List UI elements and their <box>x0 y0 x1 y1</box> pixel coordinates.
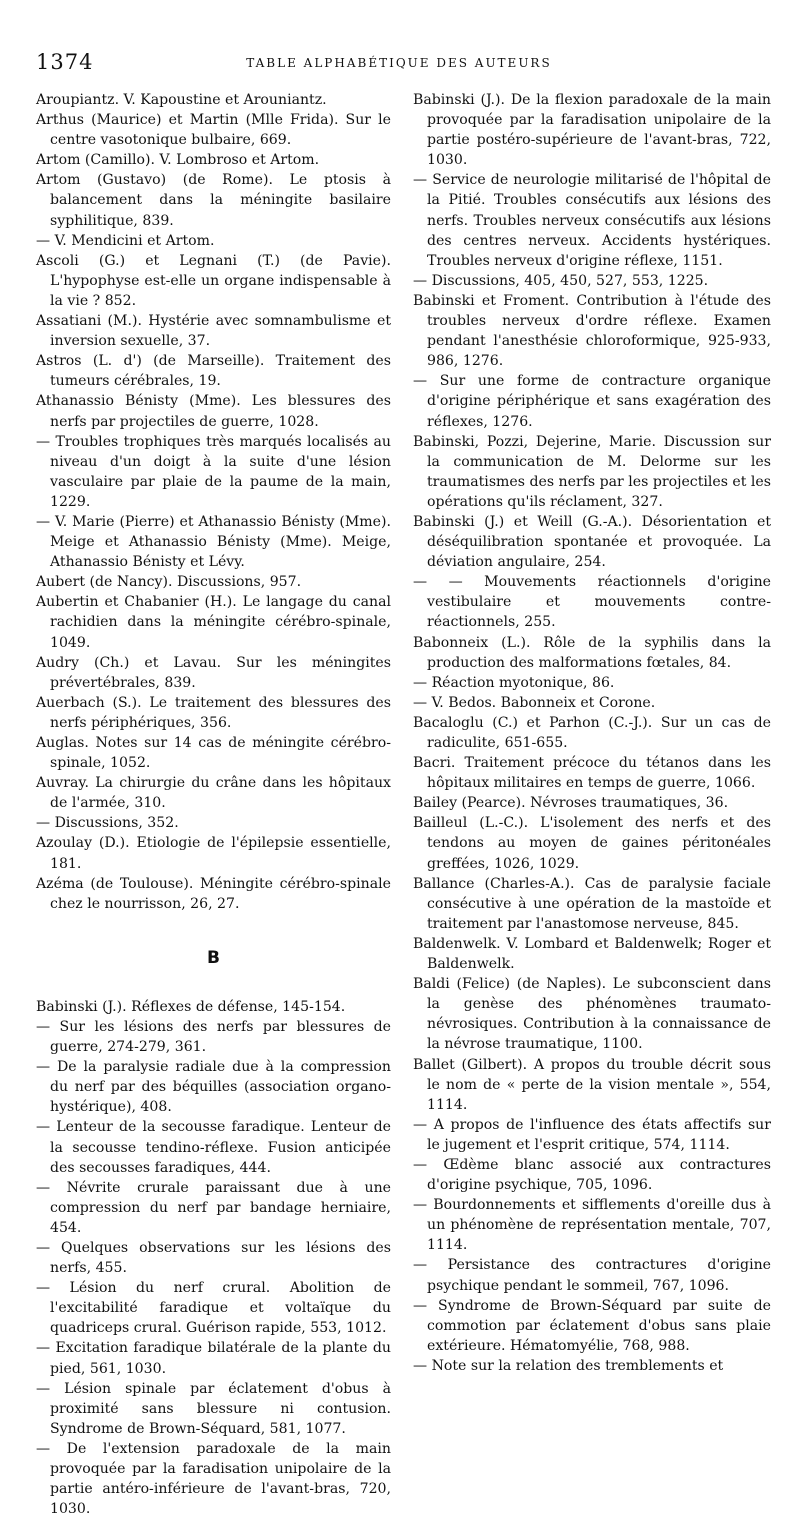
index-entry: — Service de neurologie militarisé de l'hôpital de la Pitié. Troubles consécutifs aux lésions des nerfs. Troubles nerveux consécutifs aux lésions des centres nerveux. Accidents hystériques. Troubles nerveux d'origine réflexe, 1151. <box>413 172 771 269</box>
running-title: TABLE ALPHABÉTIQUE DES AUTEURS <box>246 56 552 70</box>
index-entry: Bailey (Pearce). Névroses traumatiques, 36. <box>413 795 729 812</box>
index-entry: Artom (Gustavo) (de Rome). Le ptosis à balancement dans la méningite basilaire syphilitique, 839. <box>36 172 391 229</box>
index-entry: — V. Marie (Pierre) et Athanassio Bénisty (Mme). Meige et Athanassio Bénisty (Mme). Meige, Athanassio Bénisty et Lévy. <box>36 513 391 571</box>
index-entry: — Troubles trophiques très marqués localisés au niveau d'un doigt à la suite d'une lésion vasculaire par plaie de la paume de la main, 1229. <box>36 433 391 510</box>
index-entry: — Sur les lésions des nerfs par blessures de guerre, 274-279, 361. <box>36 1018 391 1056</box>
index-entry: — De l'extension paradoxale de la main provoquée par la faradisation unipolaire de la partie antéro-inférieure de l'avant-bras, 720, 1030. <box>36 1440 391 1518</box>
index-entry: Auerbach (S.). Le traitement des blessures des nerfs périphériques, 356. <box>36 694 391 731</box>
index-entry: — Persistance des contractures d'origine psychique pendant le sommeil, 767, 1096. <box>413 1257 771 1294</box>
right-column <box>413 90 771 1376</box>
index-entry: — A propos de l'influence des états affectifs sur le jugement et l'esprit critique, 574, 1114. <box>413 1116 771 1153</box>
index-entry: — — Mouvements réactionnels d'origine vestibulaire et mouvements contre-réactionnels, 255. <box>413 574 771 631</box>
index-entry: Ascoli (G.) et Legnani (T.) (de Pavie). L'hypophyse est-elle un organe indispensable à la vie ? 852. <box>36 252 391 309</box>
index-entry: Babonneix (L.). Rôle de la syphilis dans la production des malformations fœtales, 84. <box>413 634 771 671</box>
index-entry: Artom (Camillo). V. Lombroso et Artom. <box>36 152 320 169</box>
index-entry: Aroupiantz. V. Kapoustine et Arouniantz. <box>36 92 327 108</box>
index-entry: Auglas. Notes sur 14 cas de méningite cérébro-spinale, 1052. <box>36 735 391 772</box>
index-entry: — Lésion du nerf crural. Abolition de l'excitabilité faradique et voltaïque du quadriceps crural. Guérison rapide, 553, 1012. <box>36 1280 391 1337</box>
index-entry: Audry (Ch.) et Lavau. Sur les méningites prévertébrales, 839. <box>36 654 391 691</box>
index-entry: Arthus (Maurice) et Martin (Mlle Frida). Sur le centre vasotonique bulbaire, 669. <box>36 112 391 149</box>
index-entry: Aubertin et Chabanier (H.). Le langage du canal rachidien dans la méningite cérébro-spinale, 1049. <box>36 594 391 651</box>
index-entry: — V. Mendicini et Artom. <box>36 232 215 249</box>
index-entry: — Note sur la relation des tremblements et <box>413 1357 724 1374</box>
index-entry: — Discussions, 405, 450, 527, 553, 1225. <box>413 272 709 289</box>
index-entry: Aubert (de Nancy). Discussions, 957. <box>36 574 302 591</box>
index-entry: — Excitation faradique bilatérale de la plante du pied, 561, 1030. <box>36 1340 391 1377</box>
index-entry: — Sur une forme de contracture organique d'origine périphérique et sans exagération des réflexes, 1276. <box>413 373 771 430</box>
index-entry: — Lenteur de la secousse faradique. Lenteur de la secousse tendino-réflexe. Fusion anticipée des secousses faradiques, 444. <box>36 1119 391 1176</box>
index-entry: Azoulay (D.). Etiologie de l'épilepsie essentielle, 181. <box>36 835 391 872</box>
author-entries-right <box>413 90 771 1376</box>
index-entry: — V. Bedos. Babonneix et Corone. <box>413 694 656 711</box>
index-entry: — De la paralysie radiale due à la compression du nerf par des béquilles (association organo-hystérique), 408. <box>36 1059 391 1116</box>
index-entry: Ballet (Gilbert). A propos du trouble décrit sous le nom de « perte de la vision mentale », 554, 1114. <box>413 1056 771 1113</box>
index-entry: Astros (L. d') (de Marseille). Traitement des tumeurs cérébrales, 19. <box>36 353 391 390</box>
index-entry: Baldenwelk. V. Lombard et Baldenwelk; Roger et Baldenwelk. <box>413 935 771 973</box>
index-entry: Babinski (J.). De la flexion paradoxale de la main provoquée par la faradisation unipolaire de la partie postéro-supérieure de l'avant-bras, 722, 1030. <box>413 92 771 169</box>
index-entry: Babinski (J.) et Weill (G.-A.). Désorientation et déséquilibration spontanée et provoquée. La déviation angulaire, 254. <box>413 513 771 571</box>
index-entry: Auvray. La chirurgie du crâne dans les hôpitaux de l'armée, 310. <box>36 775 391 812</box>
index-entry: — Œdème blanc associé aux contractures d'origine psychique, 705, 1096. <box>413 1156 771 1194</box>
index-entry: — Bourdonnements et sifflements d'oreille dus à un phénomène de représentation mentale, 707, 1114. <box>413 1197 771 1254</box>
index-entry: Bacaloglu (C.) et Parhon (C.-J.). Sur un cas de radiculite, 651-655. <box>413 714 771 751</box>
author-entries-a <box>36 90 391 914</box>
index-entry: — Lésion spinale par éclatement d'obus à proximité sans blessure ni contusion. Syndrome de Brown-Séquard, 581, 1077. <box>36 1380 391 1437</box>
index-entry: Assatiani (M.). Hystérie avec somnambulisme et inversion sexuelle, 37. <box>36 313 391 350</box>
page-header <box>36 50 762 74</box>
page-number: 1374 <box>36 50 94 74</box>
index-entry: Babinski, Pozzi, Dejerine, Marie. Discussion sur la communication de M. Delorme sur les traumatismes des nerfs par les projectiles et les opérations qu'ils réclament, 327. <box>413 433 771 510</box>
index-entry: — Syndrome de Brown-Séquard par suite de commotion par éclatement d'obus sans plaie extérieure. Hématomyélie, 768, 988. <box>413 1297 771 1354</box>
index-entry: Azéma (de Toulouse). Méningite cérébro-spinale chez le nourrisson, 26, 27. <box>36 875 391 912</box>
index-entry: Babinski et Froment. Contribution à l'étude des troubles nerveux d'ordre réflexe. Examen pendant l'anesthésie chloroformique, 925-933, 986, 1276. <box>413 292 771 370</box>
index-entry: — Réaction myotonique, 86. <box>413 674 615 691</box>
index-entry: Athanassio Bénisty (Mme). Les blessures des nerfs par projectiles de guerre, 1028. <box>36 393 391 430</box>
index-entry: Bailleul (L.-C.). L'isolement des nerfs et des tendons au moyen de gaines péritonéales greffées, 1026, 1029. <box>413 815 771 872</box>
index-entry: Bacri. Traitement précoce du tétanos dans les hôpitaux militaires en temps de guerre, 1066. <box>413 755 771 792</box>
index-entry: — Discussions, 352. <box>36 815 179 832</box>
index-entry: Babinski (J.). Réflexes de défense, 145-154. <box>36 998 346 1015</box>
left-column <box>36 90 391 1519</box>
author-entries-b <box>36 997 391 1519</box>
index-entry: Baldi (Felice) (de Naples). Le subconscient dans la genèse des phénomènes traumato-névrosiques. Contribution à la connaissance de la névrose traumatique, 1100. <box>413 976 771 1053</box>
section-letter: B <box>207 947 220 968</box>
index-entry: — Quelques observations sur les lésions des nerfs, 455. <box>36 1239 391 1277</box>
index-entry: — Névrite crurale paraissant due à une compression du nerf par bandage herniaire, 454. <box>36 1179 391 1236</box>
index-entry: Ballance (Charles-A.). Cas de paralysie faciale consécutive à une opération de la mastoïde et traitement par l'anastomose nerveuse, 845. <box>413 875 771 932</box>
